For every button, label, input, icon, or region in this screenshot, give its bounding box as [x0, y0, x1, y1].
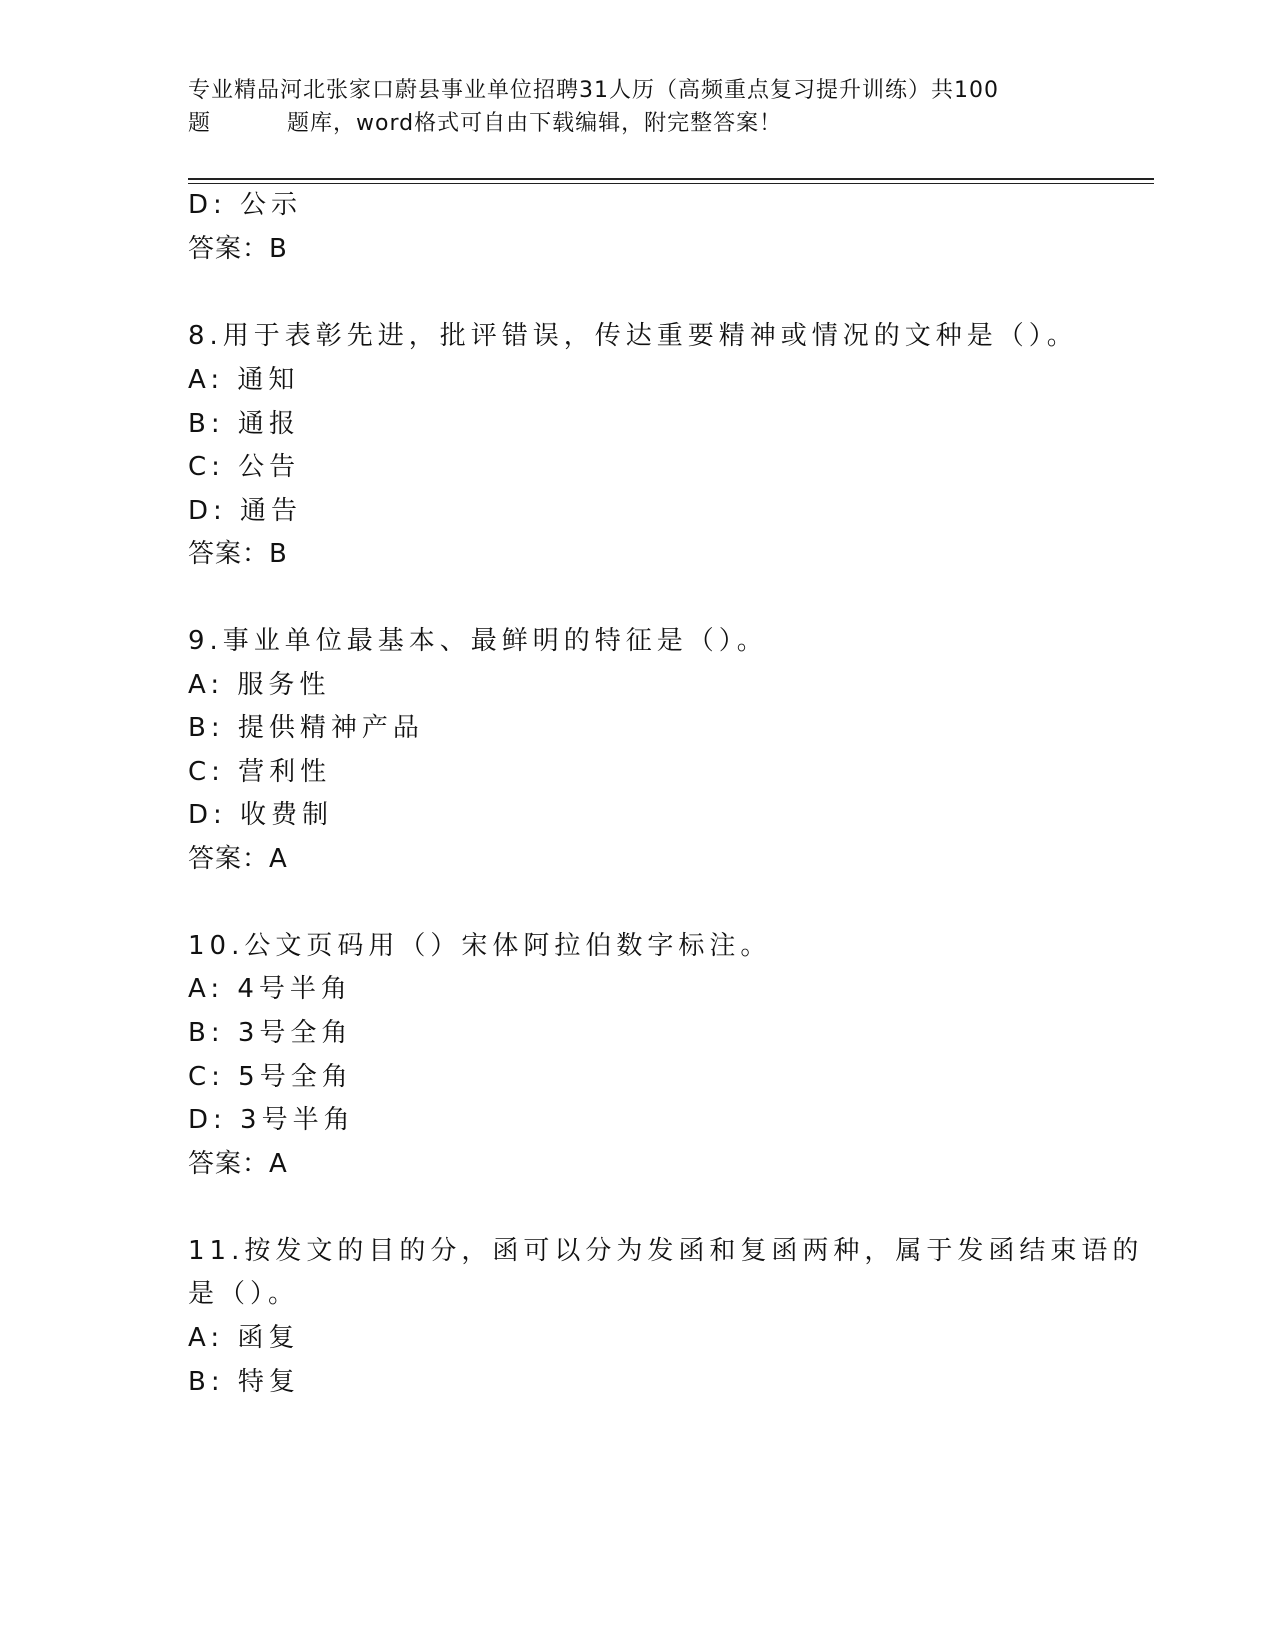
- option-c: C: 公告: [188, 452, 301, 482]
- option-d: D: 通告: [188, 496, 303, 526]
- option-b: B: 3号全角: [188, 1018, 353, 1048]
- header-title-line-2-end: 题库，word格式可自由下载编辑，附完整答案！: [287, 111, 783, 136]
- option-d: D: 公示: [188, 190, 303, 220]
- question-stem: 9.事业单位最基本、最鲜明的特征是（）。: [188, 626, 768, 656]
- header-divider-thin: [188, 183, 1154, 184]
- option-a: A: 服务性: [188, 670, 331, 700]
- question-stem: 8.用于表彰先进，批评错误，传达重要精神或情况的文种是（）。: [188, 321, 1078, 351]
- answer: 答案：B: [188, 234, 288, 264]
- option-a: A: 通知: [188, 365, 300, 395]
- header-title-line-2: [188, 107, 1068, 140]
- question-stem-line-1: 11.按发文的目的分，函可以分为发函和复函两种，属于发函结束语的: [188, 1236, 1144, 1266]
- option-c: C: 营利性: [188, 757, 332, 787]
- answer: 答案：B: [188, 539, 288, 569]
- option-d: D: 收费制: [188, 800, 334, 830]
- document-header: [188, 74, 1068, 140]
- header-title-line-2-start: 题: [188, 111, 212, 136]
- question-stem-line-2: 是（）。: [188, 1279, 300, 1309]
- answer: 答案：A: [188, 844, 288, 874]
- option-b: B: 提供精神产品: [188, 713, 424, 743]
- question-stem: 10.公文页码用（）宋体阿拉伯数字标注。: [188, 931, 772, 961]
- option-d: D: 3号半角: [188, 1105, 355, 1135]
- option-a: A: 4号半角: [188, 974, 352, 1004]
- option-c: C: 5号全角: [188, 1062, 353, 1092]
- option-b: B: 通报: [188, 409, 300, 439]
- option-b: B: 特复: [188, 1367, 300, 1397]
- answer: 答案：A: [188, 1149, 288, 1179]
- header-divider-thick: [188, 178, 1154, 180]
- option-a: A: 函复: [188, 1323, 300, 1353]
- header-title-line-1: 专业精品河北张家口蔚县事业单位招聘31人历（高频重点复习提升训练）共100: [188, 78, 999, 103]
